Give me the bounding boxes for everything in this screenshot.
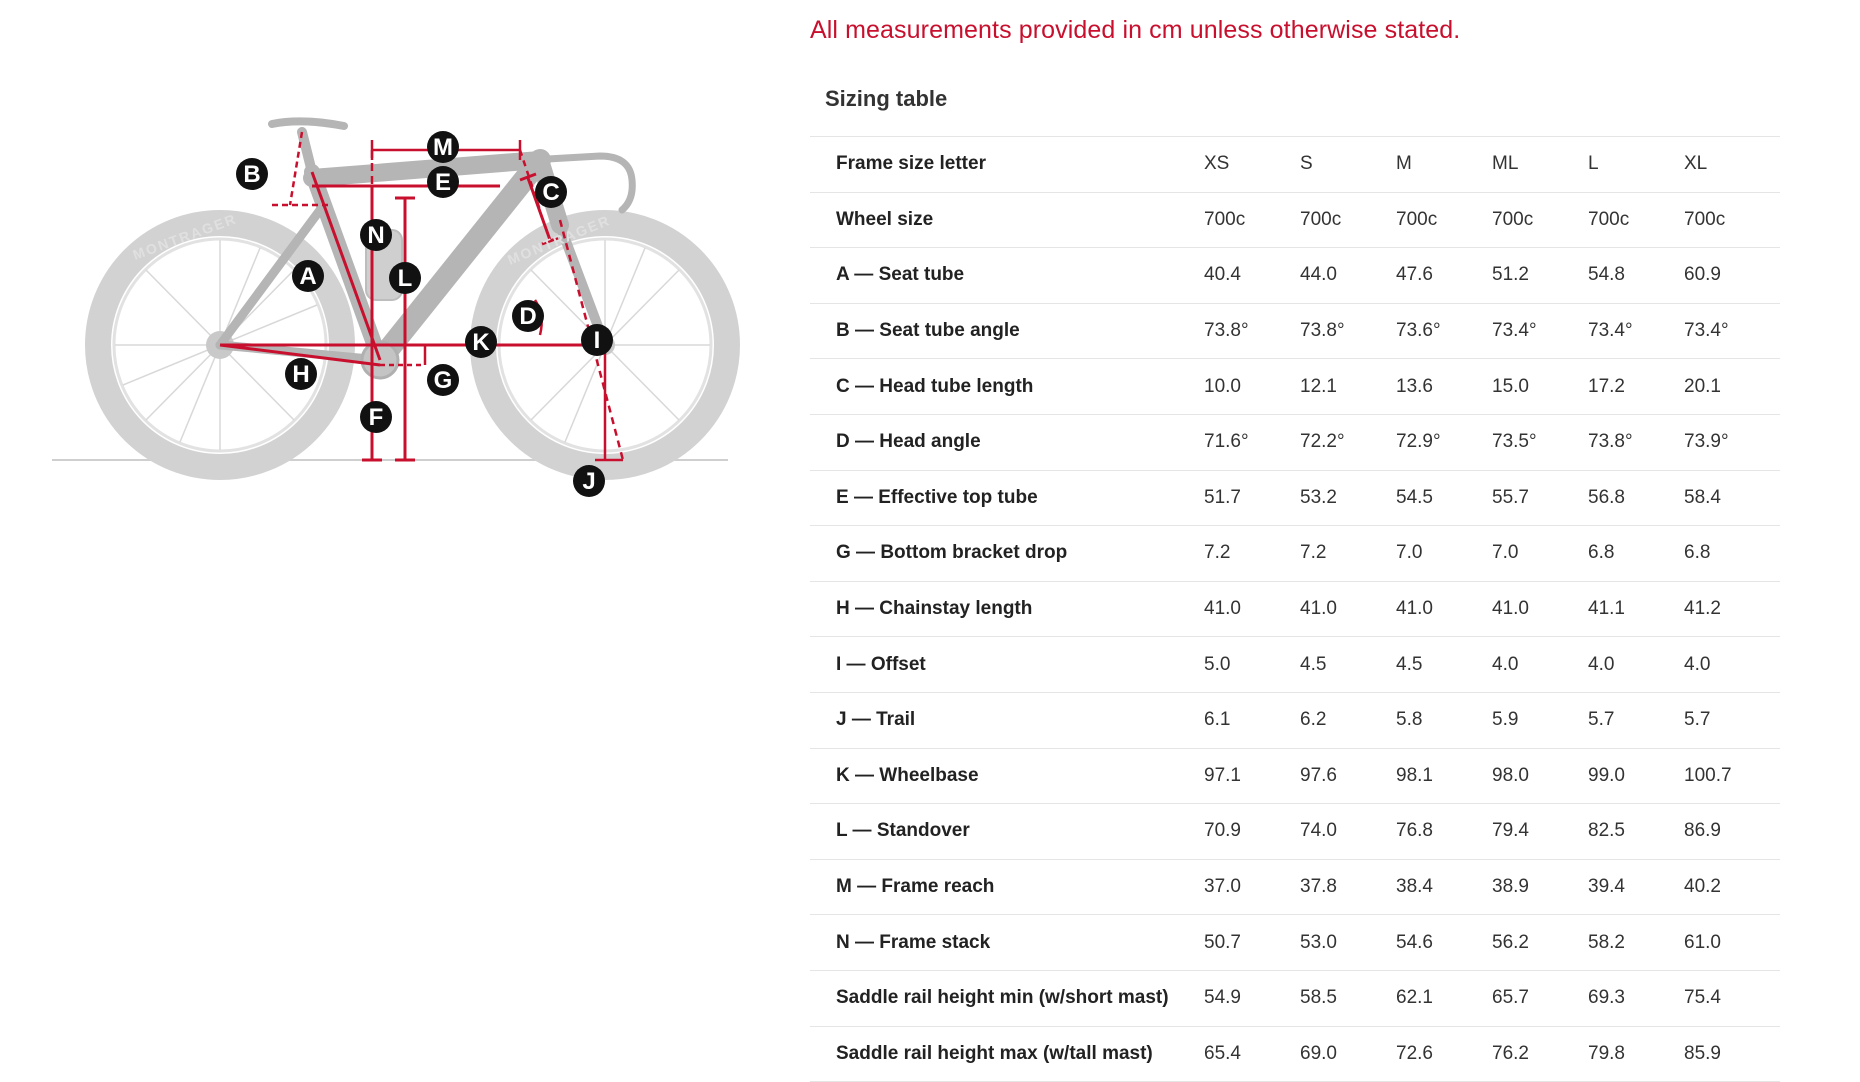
table-cell: 700c (1588, 192, 1684, 248)
marker-f (360, 401, 392, 433)
row-label: D — Head angle (810, 414, 1204, 470)
table-row (810, 414, 1780, 470)
table-cell: 20.1 (1684, 359, 1780, 415)
table-cell: 79.8 (1588, 1026, 1684, 1082)
table-cell: 5.8 (1396, 692, 1492, 748)
table-cell: 86.9 (1684, 804, 1780, 860)
marker-d (512, 300, 544, 332)
table-cell: 74.0 (1300, 804, 1396, 860)
table-cell: 79.4 (1492, 804, 1588, 860)
row-label: Wheel size (810, 192, 1204, 248)
row-label: M — Frame reach (810, 859, 1204, 915)
table-cell: 5.9 (1492, 692, 1588, 748)
table-cell: 15.0 (1492, 359, 1588, 415)
table-cell: 41.0 (1492, 581, 1588, 637)
table-cell: ML (1492, 137, 1588, 193)
table-cell: 50.7 (1204, 915, 1300, 971)
marker-b (236, 158, 268, 190)
table-cell: 73.6° (1396, 303, 1492, 359)
table-row (810, 581, 1780, 637)
table-cell: 65.4 (1204, 1026, 1300, 1082)
table-cell: 38.4 (1396, 859, 1492, 915)
table-cell: 73.9° (1684, 414, 1780, 470)
table-cell: 6.1 (1204, 692, 1300, 748)
sizing-table (810, 136, 1780, 1082)
svg-text:H: H (292, 361, 310, 388)
svg-text:I: I (593, 327, 601, 354)
table-row (810, 248, 1780, 304)
row-label: B — Seat tube angle (810, 303, 1204, 359)
table-row (810, 303, 1780, 359)
table-row (810, 915, 1780, 971)
row-label: G — Bottom bracket drop (810, 526, 1204, 582)
table-cell: 5.0 (1204, 637, 1300, 693)
bike-illustration (40, 60, 740, 530)
table-cell: 41.0 (1204, 581, 1300, 637)
table-cell: 38.9 (1492, 859, 1588, 915)
row-label: N — Frame stack (810, 915, 1204, 971)
table-cell: 700c (1684, 192, 1780, 248)
table-cell: 73.5° (1492, 414, 1588, 470)
table-cell: 7.2 (1300, 526, 1396, 582)
svg-text:K: K (472, 329, 490, 356)
table-cell: XS (1204, 137, 1300, 193)
table-cell: 71.6° (1204, 414, 1300, 470)
table-row (810, 692, 1780, 748)
table-cell: 73.8° (1204, 303, 1300, 359)
table-cell: 98.0 (1492, 748, 1588, 804)
table-cell: 100.7 (1684, 748, 1780, 804)
row-label: Saddle rail height min (w/short mast) (810, 970, 1204, 1026)
svg-text:A: A (299, 263, 317, 290)
table-cell: 10.0 (1204, 359, 1300, 415)
front-rim-brand-text: MONTRAGER (505, 211, 613, 268)
table-cell: 37.8 (1300, 859, 1396, 915)
table-cell: 70.9 (1204, 804, 1300, 860)
table-row (810, 859, 1780, 915)
table-cell: 12.1 (1300, 359, 1396, 415)
table-cell: 97.1 (1204, 748, 1300, 804)
marker-n (360, 219, 392, 251)
row-label: I — Offset (810, 637, 1204, 693)
bike-geometry-diagram (40, 60, 740, 530)
table-cell: 44.0 (1300, 248, 1396, 304)
table-cell: 5.7 (1684, 692, 1780, 748)
table-cell: M (1396, 137, 1492, 193)
table-cell: 58.4 (1684, 470, 1780, 526)
table-cell: 41.2 (1684, 581, 1780, 637)
row-label: Frame size letter (810, 137, 1204, 193)
table-row (810, 470, 1780, 526)
table-cell: 6.8 (1684, 526, 1780, 582)
table-cell: 4.5 (1396, 637, 1492, 693)
marker-j (573, 465, 605, 497)
marker-i (581, 324, 613, 356)
table-cell: 6.2 (1300, 692, 1396, 748)
table-cell: 7.0 (1492, 526, 1588, 582)
table-cell: 700c (1396, 192, 1492, 248)
table-cell: 73.4° (1588, 303, 1684, 359)
row-label: Saddle rail height max (w/tall mast) (810, 1026, 1204, 1082)
table-cell: 58.2 (1588, 915, 1684, 971)
table-cell: 56.2 (1492, 915, 1588, 971)
row-label: J — Trail (810, 692, 1204, 748)
table-cell: 76.8 (1396, 804, 1492, 860)
table-cell: 47.6 (1396, 248, 1492, 304)
table-cell: 56.8 (1588, 470, 1684, 526)
marker-e (427, 166, 459, 198)
table-cell: 700c (1300, 192, 1396, 248)
table-cell: 4.0 (1492, 637, 1588, 693)
table-cell: 72.2° (1300, 414, 1396, 470)
marker-k (465, 326, 497, 358)
table-row (810, 804, 1780, 860)
table-cell: 51.7 (1204, 470, 1300, 526)
svg-text:C: C (542, 179, 560, 206)
table-cell: 58.5 (1300, 970, 1396, 1026)
table-cell: 39.4 (1588, 859, 1684, 915)
table-cell: 700c (1492, 192, 1588, 248)
table-cell: 61.0 (1684, 915, 1780, 971)
table-cell: 53.2 (1300, 470, 1396, 526)
table-cell: 55.7 (1492, 470, 1588, 526)
table-cell: 40.4 (1204, 248, 1300, 304)
marker-g (427, 364, 459, 396)
svg-text:D: D (519, 303, 537, 330)
table-cell: 41.1 (1588, 581, 1684, 637)
table-row (810, 970, 1780, 1026)
table-cell: 76.2 (1492, 1026, 1588, 1082)
table-cell: 54.9 (1204, 970, 1300, 1026)
table-cell: 700c (1204, 192, 1300, 248)
table-cell: 82.5 (1588, 804, 1684, 860)
table-cell: 99.0 (1588, 748, 1684, 804)
table-cell: 54.6 (1396, 915, 1492, 971)
row-label: H — Chainstay length (810, 581, 1204, 637)
table-cell: 5.7 (1588, 692, 1684, 748)
table-cell: 98.1 (1396, 748, 1492, 804)
table-cell: S (1300, 137, 1396, 193)
table-cell: 75.4 (1684, 970, 1780, 1026)
table-cell: 6.8 (1588, 526, 1684, 582)
sizing-table-body (810, 137, 1780, 1082)
svg-text:G: G (433, 367, 453, 394)
marker-a (292, 260, 324, 292)
table-cell: 41.0 (1396, 581, 1492, 637)
table-cell: 7.2 (1204, 526, 1300, 582)
table-cell: 41.0 (1300, 581, 1396, 637)
table-cell: 73.8° (1300, 303, 1396, 359)
table-cell: 7.0 (1396, 526, 1492, 582)
table-cell: 97.6 (1300, 748, 1396, 804)
svg-text:E: E (434, 169, 452, 196)
svg-text:L: L (397, 265, 413, 292)
table-cell: 73.8° (1588, 414, 1684, 470)
table-cell: 72.9° (1396, 414, 1492, 470)
marker-h (285, 358, 317, 390)
table-cell: 4.5 (1300, 637, 1396, 693)
table-cell: 60.9 (1684, 248, 1780, 304)
svg-text:B: B (243, 161, 261, 188)
table-row (810, 526, 1780, 582)
table-cell: 13.6 (1396, 359, 1492, 415)
table-cell: 73.4° (1492, 303, 1588, 359)
table-row (810, 192, 1780, 248)
svg-text:J: J (582, 468, 596, 495)
table-cell: 40.2 (1684, 859, 1780, 915)
table-cell: L (1588, 137, 1684, 193)
rear-rim-brand-text: MONTRAGER (130, 210, 240, 263)
marker-m (427, 131, 459, 163)
table-cell: 17.2 (1588, 359, 1684, 415)
table-cell: 54.8 (1588, 248, 1684, 304)
svg-text:M: M (433, 134, 453, 161)
table-cell: 85.9 (1684, 1026, 1780, 1082)
marker-c (535, 176, 567, 208)
table-cell: XL (1684, 137, 1780, 193)
table-cell: 62.1 (1396, 970, 1492, 1026)
table-row (810, 1026, 1780, 1082)
table-cell: 37.0 (1204, 859, 1300, 915)
table-cell: 65.7 (1492, 970, 1588, 1026)
row-label: L — Standover (810, 804, 1204, 860)
table-row (810, 359, 1780, 415)
row-label: E — Effective top tube (810, 470, 1204, 526)
table-cell: 69.0 (1300, 1026, 1396, 1082)
table-cell: 69.3 (1588, 970, 1684, 1026)
table-cell: 72.6 (1396, 1026, 1492, 1082)
table-row (810, 137, 1780, 193)
marker-l (389, 262, 421, 294)
table-cell: 54.5 (1396, 470, 1492, 526)
svg-text:F: F (368, 404, 384, 431)
units-notice: All measurements provided in cm unless otherwise stated. (810, 16, 1461, 44)
table-row (810, 637, 1780, 693)
table-cell: 73.4° (1684, 303, 1780, 359)
table-title: Sizing table (825, 86, 948, 111)
row-label: A — Seat tube (810, 248, 1204, 304)
table-cell: 51.2 (1492, 248, 1588, 304)
table-cell: 4.0 (1684, 637, 1780, 693)
table-cell: 53.0 (1300, 915, 1396, 971)
row-label: C — Head tube length (810, 359, 1204, 415)
table-cell: 4.0 (1588, 637, 1684, 693)
svg-text:N: N (367, 222, 385, 249)
row-label: K — Wheelbase (810, 748, 1204, 804)
table-row (810, 748, 1780, 804)
